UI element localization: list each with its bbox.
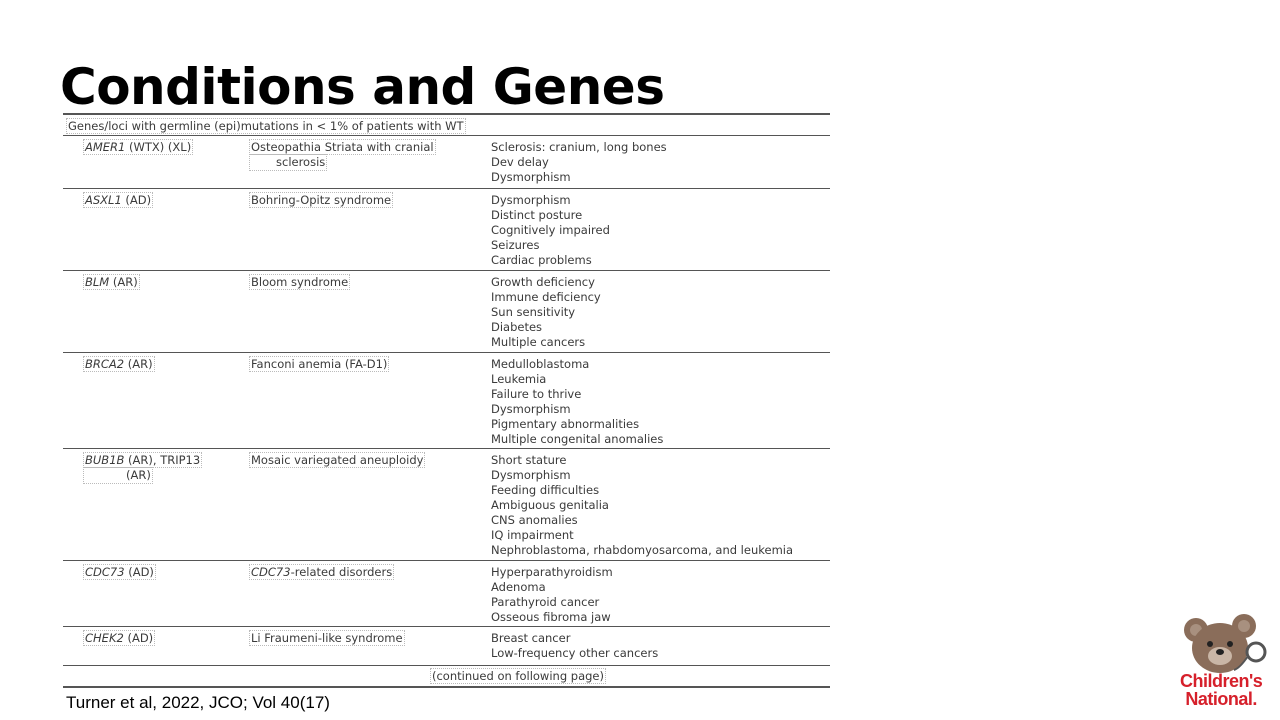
feature-item: Failure to thrive [491, 387, 582, 401]
table-row [63, 189, 830, 271]
feature-item: Cardiac problems [491, 253, 592, 267]
features-cell [491, 357, 831, 447]
gene-inheritance: (AR) [124, 357, 153, 371]
table-row [63, 353, 830, 449]
gene-continuation: (AR) [84, 468, 152, 483]
feature-item: Seizures [491, 238, 540, 252]
condition-text: Fanconi anemia (FA-D1) [251, 357, 388, 371]
feature-item: Medulloblastoma [491, 357, 590, 371]
gene-inheritance: (AR) [109, 275, 138, 289]
feature-item: Distinct posture [491, 208, 583, 222]
condition-cell [250, 565, 482, 580]
condition-cell [250, 275, 482, 290]
gene-cell [84, 193, 244, 208]
gene-name [84, 275, 139, 289]
feature-item: Ambiguous genitalia [491, 498, 609, 512]
gene-symbol: CHEK2 [85, 631, 124, 645]
condition-name [250, 275, 349, 289]
gene-symbol: BLM [85, 275, 110, 289]
table-footer-row [63, 665, 830, 688]
childrens-national-logo [1180, 672, 1262, 708]
condition-name [250, 453, 424, 467]
logo-line1: Children's [1180, 671, 1263, 691]
gene-inheritance: (AD) [121, 193, 152, 207]
page-title: Conditions and Genes [60, 58, 665, 116]
gene-inheritance: (AR), TRIP13 [124, 453, 201, 467]
citation: Turner et al, 2022, JCO; Vol 40(17) [66, 693, 330, 712]
table-row [63, 136, 830, 189]
features-cell [491, 140, 831, 185]
feature-item: Dysmorphism [491, 402, 571, 416]
feature-item: Adenoma [491, 580, 546, 594]
table-row [63, 271, 830, 353]
feature-item: Sclerosis: cranium, long bones [491, 140, 667, 154]
condition-cell [250, 140, 482, 170]
condition-text: Mosaic variegated aneuploidy [251, 453, 424, 467]
table-row [63, 561, 830, 627]
features-cell [491, 631, 831, 661]
genes-table [63, 113, 830, 688]
features-cell [491, 453, 831, 558]
feature-item: Breast cancer [491, 631, 571, 645]
condition-name [250, 193, 392, 207]
feature-item: Low-frequency other cancers [491, 646, 659, 660]
gene-cell [84, 140, 244, 155]
gene-inheritance: (AD) [123, 631, 154, 645]
table-body [63, 136, 830, 663]
table-caption-row [63, 115, 830, 136]
condition-cell [250, 357, 482, 372]
gene-cell [84, 275, 244, 290]
features-cell [491, 565, 831, 625]
features-cell [491, 275, 831, 350]
gene-inheritance: (WTX) (XL) [125, 140, 192, 154]
gene-name [84, 357, 154, 371]
condition-name [250, 631, 404, 645]
feature-item: Dysmorphism [491, 193, 571, 207]
gene-symbol: ASXL1 [85, 193, 122, 207]
condition-text: Bohring-Opitz syndrome [251, 193, 392, 207]
feature-item: Growth deficiency [491, 275, 595, 289]
gene-name [84, 140, 192, 154]
gene-cell [84, 631, 244, 646]
gene-symbol: BRCA2 [85, 357, 125, 371]
table-row [63, 449, 830, 561]
condition-name [250, 140, 435, 154]
gene-symbol: AMER1 [85, 140, 126, 154]
gene-cell [84, 565, 244, 580]
feature-item: Leukemia [491, 372, 547, 386]
logo-line2: National. [1185, 689, 1257, 709]
gene-name [84, 631, 154, 645]
condition-text: Osteopathia Striata with cranial [251, 140, 434, 154]
gene-name [84, 453, 201, 467]
gene-cell [84, 357, 244, 372]
feature-item: Osseous fibroma jaw [491, 610, 611, 624]
feature-item: Feeding difficulties [491, 483, 600, 497]
table-caption: Genes/loci with germline (epi)mutations in < 1% of patients with WT [68, 119, 464, 133]
table-row [63, 627, 830, 663]
condition-text: Bloom syndrome [251, 275, 349, 289]
feature-item: Diabetes [491, 320, 543, 334]
gene-cell [84, 453, 244, 483]
gene-symbol: BUB1B [85, 453, 125, 467]
feature-item: Dysmorphism [491, 468, 571, 482]
feature-item: Multiple congenital anomalies [491, 432, 664, 446]
feature-item: Short stature [491, 453, 567, 467]
gene-symbol: CDC73 [85, 565, 125, 579]
feature-item: Immune deficiency [491, 290, 601, 304]
feature-item: Hyperparathyroidism [491, 565, 613, 579]
condition-name [250, 565, 393, 579]
condition-cell [250, 453, 482, 468]
feature-item: Nephroblastoma, rhabdomyosarcoma, and leukemia [491, 543, 794, 557]
condition-gene-symbol: CDC73 [251, 565, 291, 579]
gene-name [84, 565, 155, 579]
table-footer: (continued on following page) [432, 669, 604, 683]
gene-name [84, 193, 152, 207]
feature-item: Sun sensitivity [491, 305, 576, 319]
condition-cell [250, 631, 482, 646]
feature-item: Parathyroid cancer [491, 595, 600, 609]
condition-cell [250, 193, 482, 208]
feature-item: Multiple cancers [491, 335, 586, 349]
condition-continuation: sclerosis [250, 155, 326, 170]
feature-item: Dysmorphism [491, 170, 571, 184]
feature-item: Dev delay [491, 155, 549, 169]
condition-text: -related disorders [290, 565, 393, 579]
feature-item: CNS anomalies [491, 513, 578, 527]
gene-inheritance: (AD) [124, 565, 154, 579]
features-cell [491, 193, 831, 268]
feature-item: Cognitively impaired [491, 223, 610, 237]
condition-text: Li Fraumeni-like syndrome [251, 631, 403, 645]
feature-item: Pigmentary abnormalities [491, 417, 640, 431]
condition-name [250, 357, 388, 371]
feature-item: IQ impairment [491, 528, 574, 542]
